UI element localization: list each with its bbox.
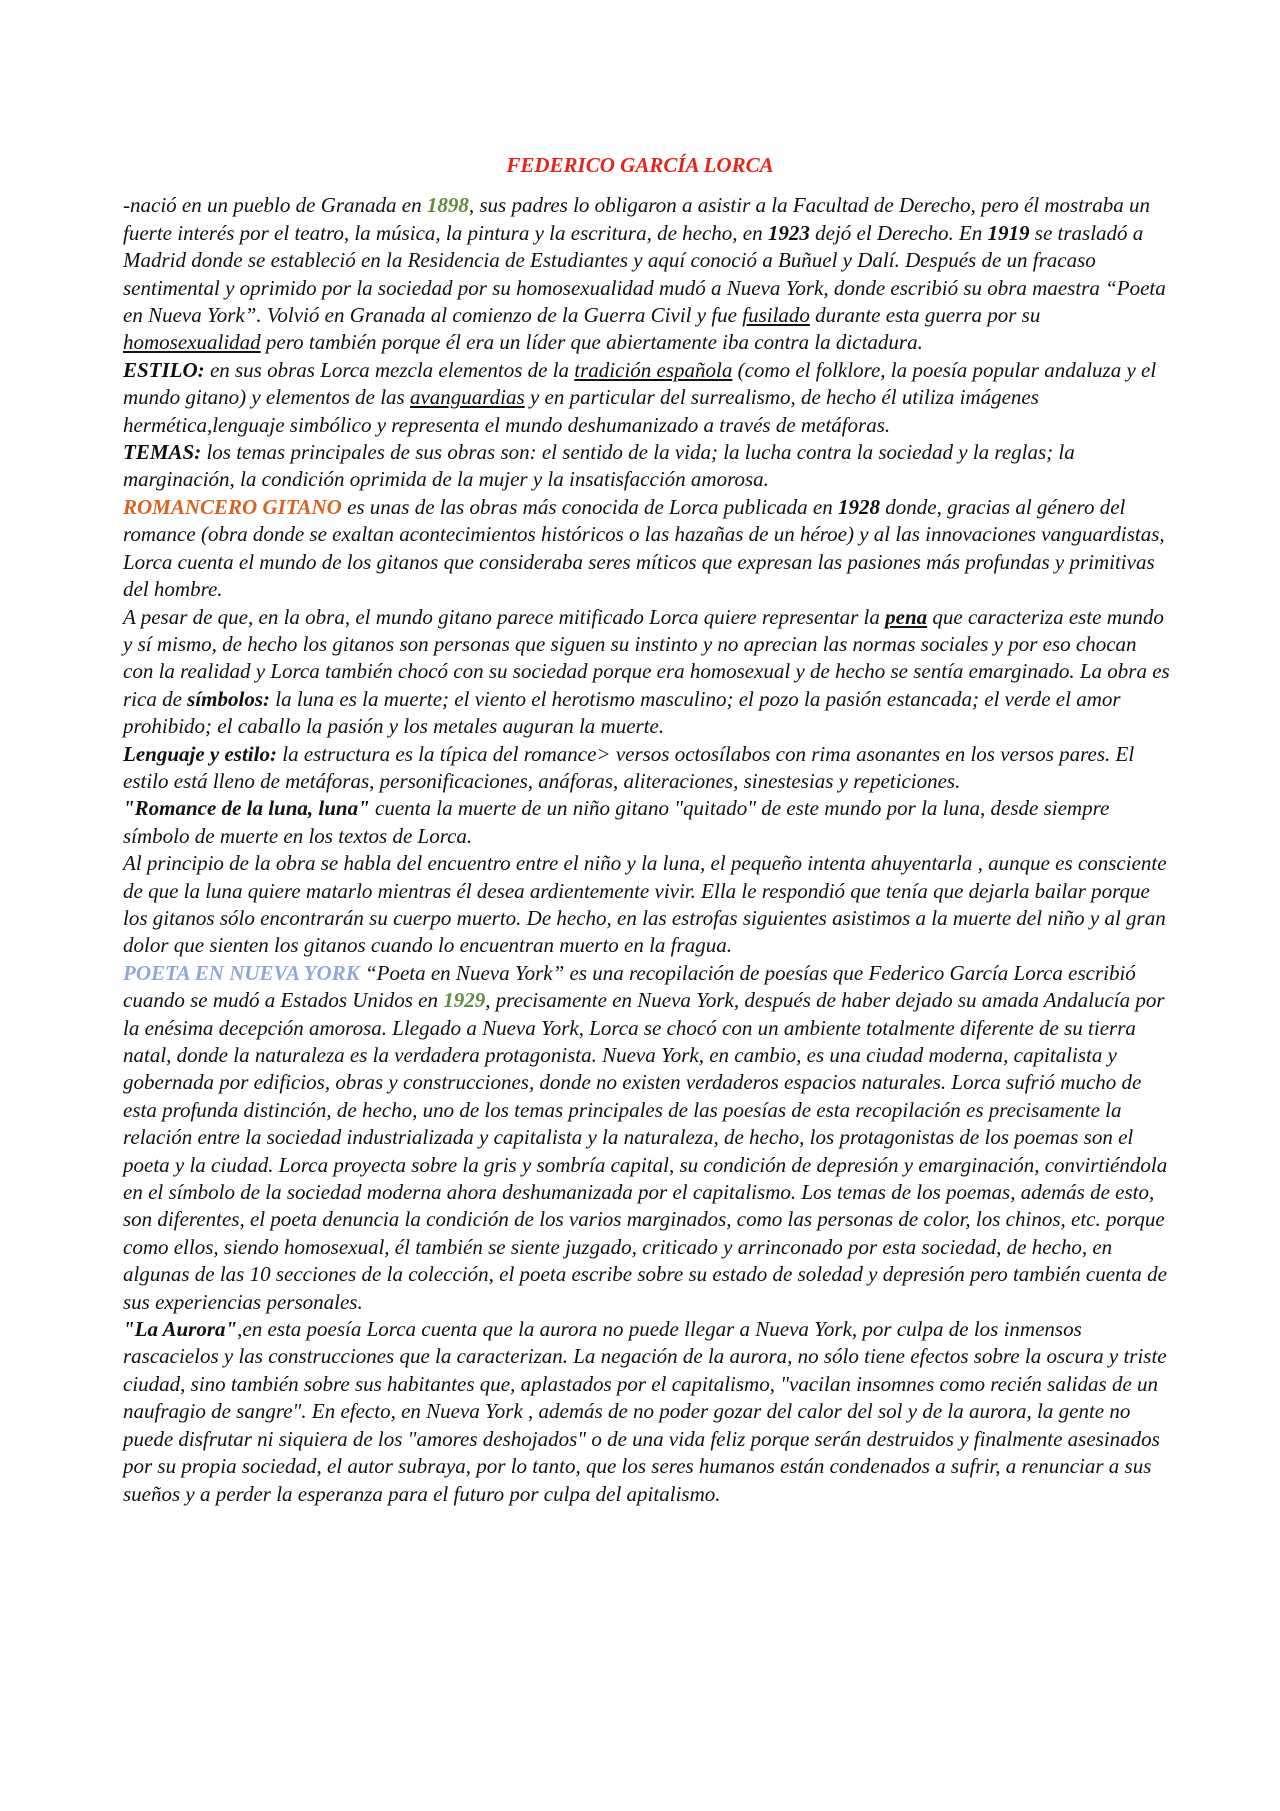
- text: dejó el Derecho. En: [809, 220, 988, 245]
- paragraph-lenguaje: [123, 741, 1171, 796]
- text: que caracteriza este mundo y sí mismo, de hecho los gitanos son personas que siguen su instinto y no aprecian las normas sociales y por eso chocan con la realidad y Lorca también chocó con su sociedad porque era homosexual y de hecho se sentía emarginado. La obra es rica de: [123, 604, 1170, 711]
- text: , sus padres lo obligaron a asistir a la Facultad de Derecho, pero él mostraba un fuerte interés por el teatro, la música, la pintura y la escritura, de hecho, en: [123, 193, 1150, 245]
- text: -nació en un pueblo de Granada en: [123, 193, 427, 218]
- text: durante esta guerra por su: [809, 303, 1041, 328]
- text: ,en esta poesía Lorca cuenta que la aurora no puede llegar a Nueva York, por culpa de los inmensos rascacielos y las construcciones que la caracterizan. La negación de la aurora, no sólo tiene efectos sobre la oscura y triste ciudad, sino también sobre sus habitantes que, aplastados por el capitalismo, "vacilan insomnes como recién salidas de un naufragio de sangre". En efecto, en Nueva York , además de no poder gozar del calor del sol y de la aurora, la gente no puede disfrutar ni siquiera de los "amores deshojados" o de una vida feliz porque serán destruidos y finalmente asesinados por su propia sociedad, el autor subraya, por lo tanto, que los seres humanos están condenados a sufrir, a renunciar a sus sueños y a perder la esperanza para el futuro por culpa del apitalismo.: [123, 1317, 1167, 1506]
- romance-luna-label: "Romance de la luna, luna": [123, 796, 370, 821]
- underlined-tradicion: tradición española: [574, 357, 733, 382]
- year-1923: 1923: [767, 220, 810, 245]
- estilo-label: ESTILO:: [123, 357, 205, 382]
- paragraph-pena: [123, 604, 1171, 741]
- year-1929: 1929: [443, 988, 486, 1013]
- paragraph-romancero: [123, 494, 1171, 604]
- underlined-homosexualidad: homosexualidad: [123, 330, 261, 355]
- temas-label: TEMAS:: [123, 440, 202, 465]
- text: Al principio de la obra se habla del encuentro entre el niño y la luna, el pequeño intenta ahuyentarla , aunque es consciente de que la luna quiere matarlo mientras él desea ardientemente vivir. Ella le respondió que tenía que dejarla bailar porque los gitanos sólo encontrarán su cuerpo muerto. De hecho, en las estrofas siguientes asistimos a la muerte del niño y al gran dolor que sienten los gitanos cuando lo encuentran muerto en la fragua.: [123, 851, 1167, 958]
- year-1898: 1898: [426, 193, 469, 218]
- year-1919: 1919: [987, 220, 1030, 245]
- paragraph-temas: [123, 439, 1171, 494]
- text: se trasladó a Madrid donde se estableció en la Residencia de Estudiantes y aquí conoció a Buñuel y Dalí. Después de un fracaso sentimental y oprimido por la sociedad por su homosexualidad mudó a Nueva York, donde escribió su obra maestra “Poeta en Nueva York”. Volvió en Granada al comienzo de la Guerra Civil y fue: [123, 220, 1166, 328]
- document-page: [123, 152, 1171, 1508]
- year-1928: 1928: [838, 494, 880, 519]
- text: A pesar de que, en la obra, el mundo gitano parece mitificado Lorca quiere representar la: [123, 604, 886, 629]
- text: “Poeta en Nueva York” es una recopilación de poesías que Federico García Lorca escribió cuando se mudó a Estados Unidos en: [123, 960, 1136, 1013]
- paragraph-poeta: [123, 960, 1171, 1316]
- poeta-label: POETA EN NUEVA YORK: [123, 960, 360, 985]
- text: y en particular del surrealismo, de hecho él utiliza imágenes hermética,lenguaje simbólico y representa el mundo deshumanizado a través de metáforas.: [123, 385, 1039, 437]
- text: es unas de las obras más conocida de Lorca publicada en: [341, 494, 838, 519]
- paragraph-principio: [123, 850, 1171, 960]
- aurora-label: "La Aurora": [123, 1317, 238, 1342]
- text: cuenta la muerte de un niño gitano "quitado" de este mundo por la luna, desde siempre símbolo de muerte en los textos de Lorca.: [123, 796, 1110, 848]
- text: la luna es la muerte; el viento el herotismo masculino; el pozo la pasión estancada; el verde el amor prohibido; el caballo la pasión y los metales auguran la muerte.: [123, 686, 1121, 739]
- text: los temas principales de sus obras son: el sentido de la vida; la lucha contra la sociedad y la reglas; la marginación, la condición oprimida de la mujer y la insatisfacción amorosa.: [123, 440, 1075, 492]
- romancero-label: ROMANCERO GITANO: [123, 494, 342, 519]
- text: en sus obras Lorca mezcla elementos de la: [204, 357, 575, 382]
- text: la estructura es la típica del romance> versos octosílabos con rima asonantes en los versos pares. El estilo está lleno de metáforas, personificaciones, anáforas, aliteraciones, sinestesias y repeticiones.: [123, 741, 1135, 793]
- underlined-pena: pena: [885, 604, 928, 629]
- paragraph-romance-luna: [123, 795, 1171, 850]
- text: pero también porque él era un líder que abiertamente iba contra la dictadura.: [260, 330, 923, 355]
- simbolos-label: símbolos:: [187, 686, 270, 711]
- underlined-fusilado: fusilado: [742, 303, 810, 328]
- paragraph-aurora: [123, 1316, 1171, 1508]
- page-title: FEDERICO GARCÍA LORCA: [506, 153, 774, 177]
- paragraph-biography: [123, 192, 1171, 356]
- lenguaje-label: Lenguaje y estilo:: [123, 741, 277, 766]
- text: (como el folklore, la poesía popular andaluza y el mundo gitano) y elementos de las: [123, 357, 1157, 410]
- text: , precisamente en Nueva York, después de haber dejado su amada Andalucía por la enésima decepción amorosa. Llegado a Nueva York, Lorca se chocó con un ambiente totalmente diferente de su tierra natal, donde la naturaleza es la verdadera protagonista. Nueva York, en cambio, es una ciudad moderna, capitalista y gobernada por edificios, obras y construcciones, donde no existen verdaderos espacios naturales. Lorca sufrió mucho de esta profunda distinción, de hecho, uno de los temas principales de las poesías de esta recopilación es precisamente la relación entre la sociedad industrializada y capitalista y la naturaleza, de hecho, los protagonistas de los poemas son el poeta y la ciudad. Lorca proyecta sobre la gris y sombría capital, su condición de depresión y emarginación, convirtiéndola en el símbolo de la sociedad moderna ahora deshumanizada por el capitalismo. Los temas de los poemas, además de esto, son diferentes, el poeta denuncia la condición de los varios marginados, como las personas de color, los chinos, etc. porque como ellos, siendo homosexual, él también se siente juzgado, criticado y arrinconado por esta sociedad, de hecho, en algunas de las 10 secciones de la colección, el poeta escribe sobre su estado de soledad y depresión pero también cuenta de sus experiencias personales.: [123, 988, 1168, 1314]
- underlined-avanguardias: avanguardias: [409, 385, 525, 410]
- paragraph-estilo: [123, 357, 1171, 439]
- text: donde, gracias al género del romance (obra donde se exaltan acontecimientos históricos o las hazañas de un héroe) y al las innovaciones vanguardistas, Lorca cuenta el mundo de los gitanos que consideraba seres míticos que expresan las pasiones más profundas y primitivas del hombre.: [123, 494, 1165, 602]
